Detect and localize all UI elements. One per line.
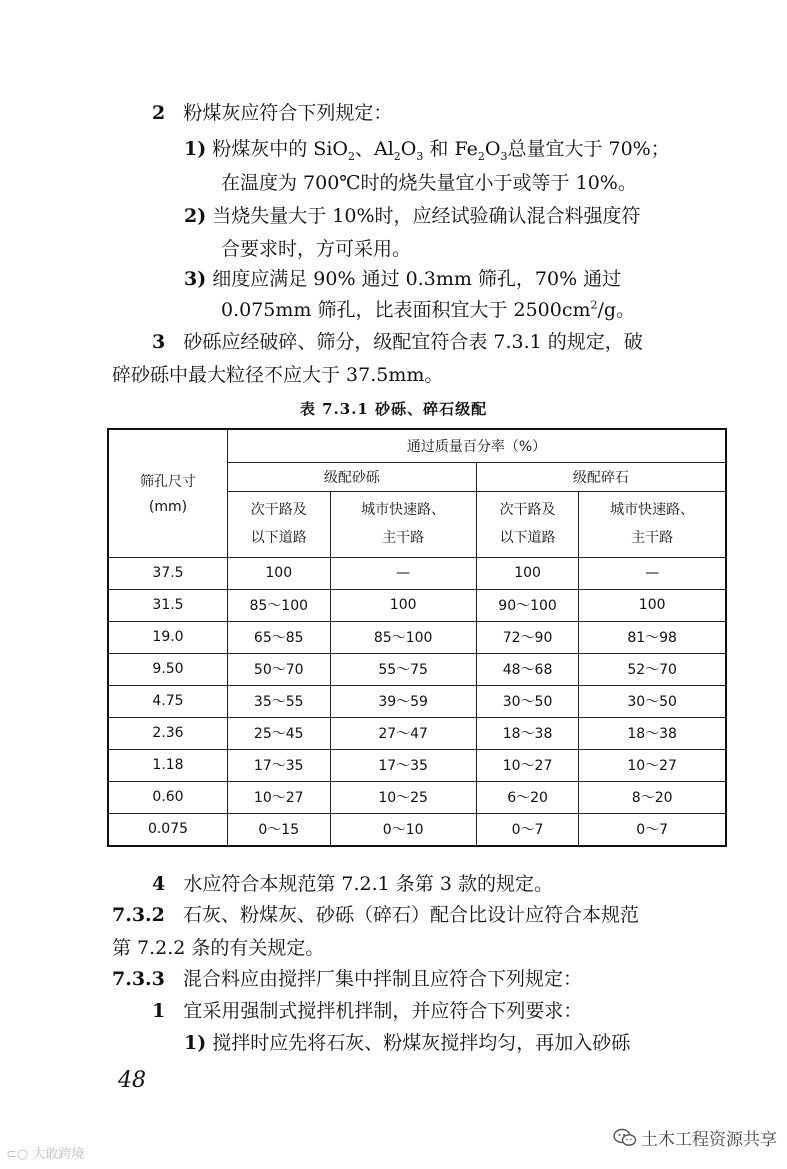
item-3-line2: 碎砂砾中最大粒径不应大于 37.5mm。 — [112, 364, 444, 386]
table-cell-c-major: 30～50 — [579, 685, 726, 717]
table-row — [108, 589, 726, 621]
item-3 — [152, 330, 643, 354]
group-header-gravel: 级配砂砾 — [228, 462, 477, 491]
table-cell-sieve: 0.60 — [108, 781, 228, 813]
table-cell-c-minor: 6～20 — [476, 781, 579, 813]
table-cell-c-minor: 48～68 — [476, 653, 579, 685]
item-2 — [152, 101, 392, 125]
header-line: 城市快速路、 — [610, 502, 695, 518]
table-cell-g-major: 0～10 — [330, 813, 476, 846]
item-4 — [152, 872, 553, 896]
clause-number: 7.3.2 — [112, 904, 165, 926]
table-row — [108, 557, 726, 589]
table-cell-g-minor: 17～35 — [228, 749, 331, 781]
table-caption: 表 7.3.1 砂砾、碎石级配 — [299, 400, 488, 418]
table-cell-c-major: — — [579, 557, 726, 589]
table-cell-c-minor: 100 — [476, 557, 579, 589]
sub-item-text: 搅拌时应先将石灰、粉煤灰搅拌均匀，再加入砂砾 — [212, 1032, 631, 1054]
table-cell-c-major: 8～20 — [579, 781, 726, 813]
text-fragment: 粉煤灰中的 SiO — [212, 138, 348, 160]
clause-7-3-2-line2: 第 7.2.2 条的有关规定。 — [112, 937, 325, 959]
watermark-text: 土木工程资源共享 — [641, 1130, 777, 1150]
item-number: 4 — [152, 873, 166, 895]
table-cell-sieve: 2.36 — [108, 717, 228, 749]
table-cell-c-major: 81～98 — [579, 621, 726, 653]
group-header-crushed: 级配碎石 — [476, 462, 726, 491]
table-cell-g-major: 27～47 — [330, 717, 476, 749]
item-text: 砂砾应经破碎、筛分，级配宜符合表 7.3.1 的规定，破 — [183, 331, 643, 353]
clause-7-3-3 — [112, 967, 582, 991]
sub-item-number: 2) — [184, 205, 207, 227]
table-cell-g-major: 10～25 — [330, 781, 476, 813]
table-row — [108, 813, 726, 846]
table-row — [108, 781, 726, 813]
item-2-2 — [184, 204, 641, 228]
wechat-icon — [613, 1128, 637, 1148]
table-cell-c-major: 52～70 — [579, 653, 726, 685]
sieve-size-header — [108, 429, 228, 557]
table-row — [108, 653, 726, 685]
table-cell-g-major: 85～100 — [330, 621, 476, 653]
item-number: 3 — [152, 331, 166, 353]
table-cell-g-minor: 65～85 — [228, 621, 331, 653]
table-cell-c-major: 0～7 — [579, 813, 726, 846]
table-cell-g-major: 17～35 — [330, 749, 476, 781]
table-cell-g-minor: 10～27 — [228, 781, 331, 813]
item-2-1 — [184, 137, 670, 161]
header-line: 次干路及 — [499, 502, 556, 518]
table-cell-c-major: 18～38 — [579, 717, 726, 749]
superscript: 2 — [590, 298, 598, 312]
text-fragment: 当烧失量大于 10%时，应经试验确认混合料强度符 — [212, 205, 641, 227]
table-row — [108, 749, 726, 781]
sub-header-major-road — [330, 491, 476, 557]
clause-number: 7.3.3 — [112, 968, 165, 990]
sub-header-minor-road — [476, 491, 579, 557]
table-cell-sieve: 9.50 — [108, 653, 228, 685]
item-number: 2 — [152, 102, 166, 124]
table-cell-c-minor: 90～100 — [476, 589, 579, 621]
text-fragment: O — [400, 138, 417, 160]
header-line: 以下道路 — [250, 530, 307, 546]
table-cell-g-major: 55～75 — [330, 653, 476, 685]
subscript: 3 — [416, 149, 424, 163]
table-cell-sieve: 0.075 — [108, 813, 228, 846]
text-fragment: 0.075mm 筛孔，比表面积宜大于 2500cm — [221, 299, 591, 321]
table-cell-g-minor: 50～70 — [228, 653, 331, 685]
header-line: 筛孔尺寸 — [140, 474, 196, 491]
table-cell-g-minor: 85～100 — [228, 589, 331, 621]
table-cell-g-major: — — [330, 557, 476, 589]
clause-7-3-3-item-1-1 — [184, 1031, 630, 1055]
header-line: 主干路 — [631, 530, 674, 546]
clause-text: 混合料应由搅拌厂集中拌制且应符合下列规定： — [183, 968, 583, 990]
table-cell-g-minor: 0～15 — [228, 813, 331, 846]
item-2-3-line2 — [221, 298, 635, 322]
item-text: 粉煤灰应符合下列规定： — [183, 102, 393, 124]
table-cell-sieve: 4.75 — [108, 685, 228, 717]
text-fragment: 、Al — [354, 138, 394, 160]
table-cell-sieve: 31.5 — [108, 589, 228, 621]
table-row — [108, 717, 726, 749]
table-cell-sieve: 1.18 — [108, 749, 228, 781]
watermark-text: 大敢跨境 — [32, 1147, 85, 1162]
clause-text: 石灰、粉煤灰、砂砾（碎石）配合比设计应符合本规范 — [183, 904, 640, 926]
subscript: 3 — [500, 149, 508, 163]
watermark-logo-icon: ⊂○ — [6, 1147, 29, 1162]
page-number: 48 — [118, 1068, 146, 1093]
header-line: 以下道路 — [499, 530, 556, 546]
item-2-3 — [184, 267, 621, 291]
table-cell-g-major: 100 — [330, 589, 476, 621]
table-cell-sieve: 37.5 — [108, 557, 228, 589]
item-text: 水应符合本规范第 7.2.1 条第 3 款的规定。 — [183, 873, 553, 895]
text-fragment: 和 Fe — [429, 138, 478, 160]
text-fragment: /g。 — [597, 299, 636, 321]
table-cell-c-major: 10～27 — [579, 749, 726, 781]
item-number: 1 — [152, 1000, 166, 1022]
item-2-1-line2: 在温度为 700℃时的烧失量宜小于或等于 10%。 — [221, 172, 637, 194]
sub-header-major-road — [579, 491, 726, 557]
table-cell-c-minor: 72～90 — [476, 621, 579, 653]
table-cell-c-minor: 30～50 — [476, 685, 579, 717]
subscript: 2 — [347, 149, 355, 163]
watermark-right — [613, 1125, 777, 1150]
header-line: (mm) — [148, 499, 188, 516]
table-cell-g-minor: 100 — [228, 557, 331, 589]
pass-percent-header: 通过质量百分率（%） — [228, 429, 727, 462]
clause-7-3-3-item-1 — [152, 999, 582, 1023]
header-line: 主干路 — [382, 530, 425, 546]
clause-7-3-2 — [112, 903, 639, 927]
sub-item-number: 1) — [184, 138, 207, 160]
table-cell-c-minor: 10～27 — [476, 749, 579, 781]
subscript: 2 — [393, 149, 401, 163]
grading-table — [107, 428, 727, 847]
sub-item-number: 3) — [184, 268, 207, 290]
header-line: 次干路及 — [250, 502, 307, 518]
text-fragment: 细度应满足 90% 通过 0.3mm 筛孔，70% 通过 — [212, 268, 622, 290]
table-cell-g-major: 39～59 — [330, 685, 476, 717]
table-cell-g-minor: 35～55 — [228, 685, 331, 717]
item-2-2-line2: 合要求时，方可采用。 — [221, 238, 412, 260]
text-fragment: 总量宜大于 70%； — [507, 138, 670, 160]
item-text: 宜采用强制式搅拌机拌制，并应符合下列要求： — [183, 1000, 583, 1022]
text-fragment: O — [484, 138, 501, 160]
table-row — [108, 621, 726, 653]
table-cell-c-minor: 18～38 — [476, 717, 579, 749]
sub-header-minor-road — [228, 491, 331, 557]
sub-item-number: 1) — [184, 1032, 207, 1054]
table-cell-c-minor: 0～7 — [476, 813, 579, 846]
watermark-left — [6, 1143, 84, 1162]
table-cell-g-minor: 25～45 — [228, 717, 331, 749]
table-cell-sieve: 19.0 — [108, 621, 228, 653]
header-line: 城市快速路、 — [361, 502, 446, 518]
table-cell-c-major: 100 — [579, 589, 726, 621]
table-row — [108, 685, 726, 717]
subscript: 2 — [477, 149, 485, 163]
